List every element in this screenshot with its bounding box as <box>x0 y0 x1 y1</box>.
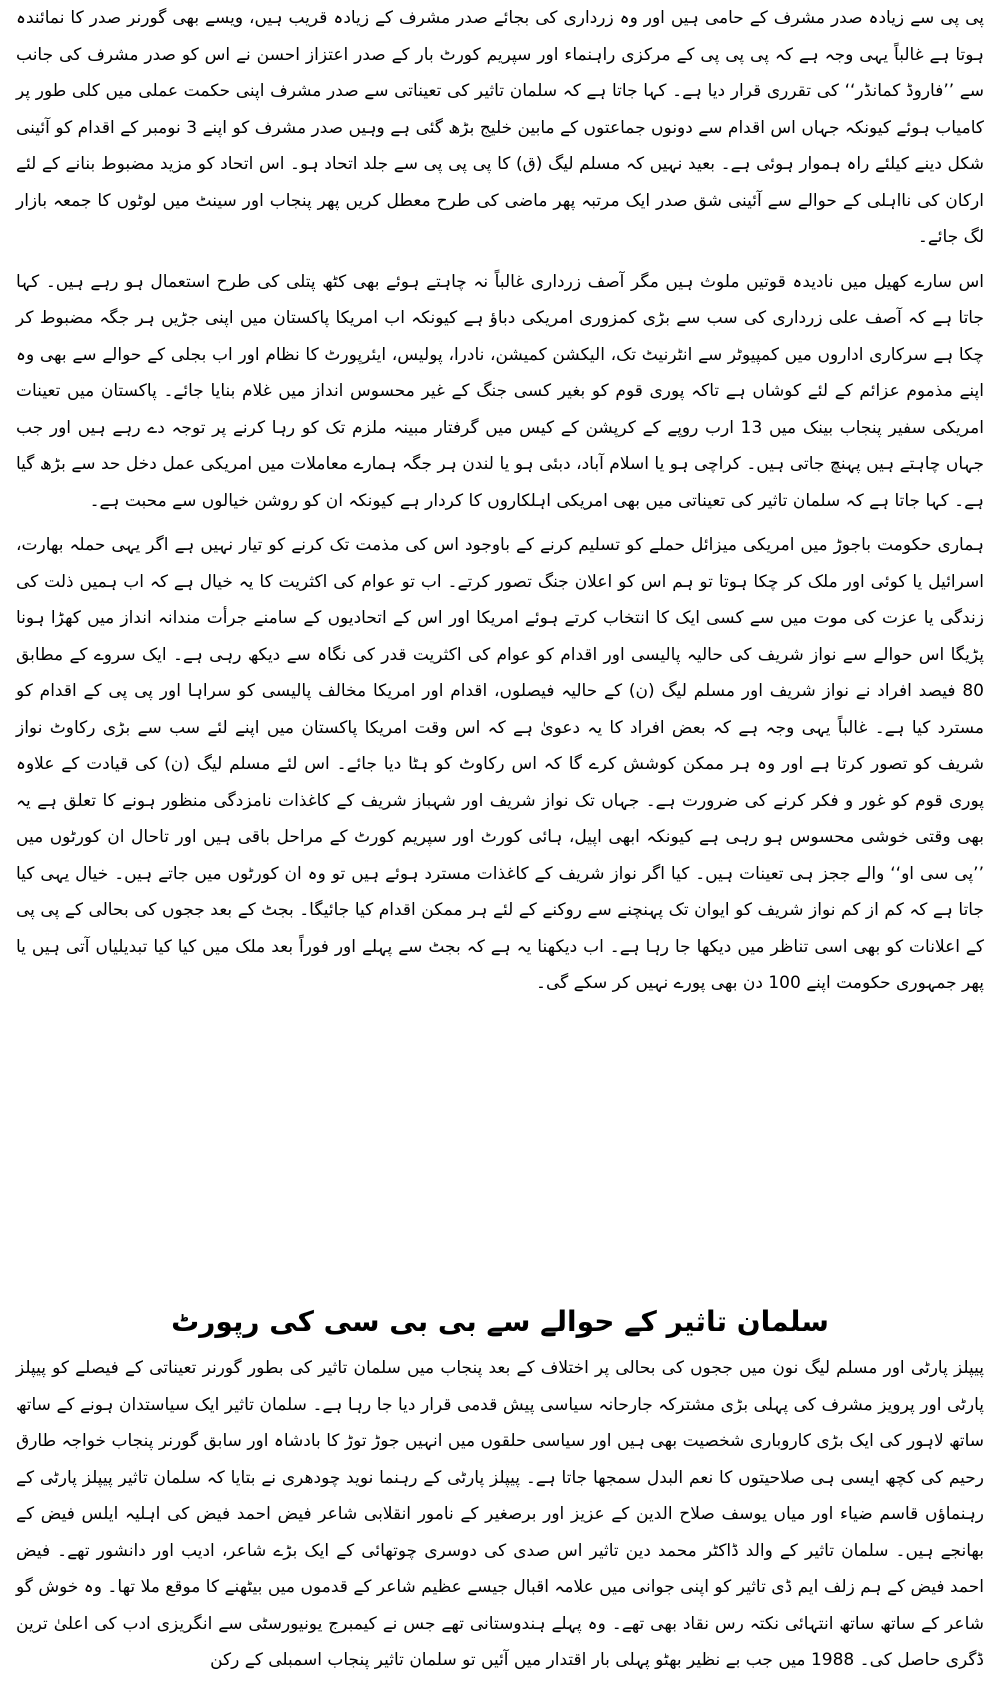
article-bbc-report <box>16 1350 984 1687</box>
paragraph-bbc-report: پیپلز پارٹی اور مسلم لیگ نون میں ججوں کی بحالی پر اختلاف کے بعد پنجاب میں سلمان تاثیر کی بطور گورنر تعیناتی کے فیصلے کو پیپلز پارٹی اور پرویز مشرف کی پہلی بڑی مشترکہ جارحانہ سیاسی پیش قدمی قرار دیا جا رہا ہے۔ سلمان تاثیر ایک سیاستدان ہونے کے ساتھ ساتھ لاہور کی ایک بڑی کاروباری شخصیت بھی ہیں اور سیاسی حلقوں میں انہیں جوڑ توڑ کا بادشاہ اور سابق گورنر پنجاب خواجہ طارق رحیم کی کچھ ایسی ہی صلاحیتوں کا نعم البدل سمجھا جاتا ہے۔ پیپلز پارٹی کے رہنما نوید چودھری نے بتایا کہ سلمان تاثیر پیپلز پارٹی کے رہنماؤں قاسم ضیاء اور میاں یوسف صلاح الدین کے عزیز اور برصغیر کے نامور انقلابی شاعر فیض احمد فیض کی اہلیہ ایلس فیض کے بھانجے ہیں۔ سلمان تاثیر کے والد ڈاکٹر محمد دین تاثیر اس صدی کی دوسری چوتھائی کے ایک بڑے شاعر، ادیب اور دانشور تھے۔ فیض احمد فیض کے ہم زلف ایم ڈی تاثیر کو اپنی جوانی میں علامہ اقبال جیسے عظیم شاعر کے قدموں میں بیٹھنے کا موقع ملا تھا۔ وہ خوش گو شاعر کے ساتھ ساتھ انتہائی نکتہ رس نقاد بھی تھے۔ وہ پہلے ہندوستانی تھے جس نے کیمبرج یونیورسٹی سے انگریزی ادب کی اعلیٰ ترین ڈگری حاصل کی۔ 1988 میں جب بے نظیر بھٹو پہلی بار اقتدار میں آئیں تو سلمان تاثیر پنجاب اسمبلی کے رکن <box>16 1358 984 1670</box>
paragraph-musharraf-governor: پی پی سے زیادہ صدر مشرف کے حامی ہیں اور وہ زرداری کی بجائے صدر مشرف کے زیادہ قریب ہیں، ویسے بھی گورنر صدر کا نمائندہ ہوتا ہے غالباً یہی وجہ ہے کہ پی پی پی کے مرکزی راہنماء اور سپریم کورٹ بار کے صدر اعتزاز احسن نے اس کو صدر مشرف کی جانب سے ’’فاروڈ کمانڈر‘‘ کی تقرری قرار دیا ہے۔ کہا جاتا ہے کہ سلمان تاثیر کی تعیناتی سے صدر مشرف اپنی حکمت عملی میں کلی طور پر کامیاب ہوئے کیونکہ جہاں اس اقدام سے دونوں جماعتوں کے مابین خلیج بڑھ گئی ہے وہیں صدر مشرف کو اپنے 3 نومبر کے اقدام کو آئینی شکل دینے کیلئے راہ ہموار ہوئی ہے۔ بعید نہیں کہ مسلم لیگ (ق) کا پی پی پی سے جلد اتحاد ہو۔ اس اتحاد کو مزید مضبوط بنانے کے لئے ارکان کی نااہلی کے حوالے سے آئینی شق صدر ایک مرتبہ پھر ماضی کی طرح معطل کریں پھر پنجاب اور سینٹ میں لوٹوں کا جمعہ بازار لگ جائے۔ <box>16 8 984 247</box>
article-headline: سلمان تاثیر کے حوالے سے بی بی سی کی رپورٹ <box>171 1305 829 1338</box>
paragraph-hidden-forces: اس سارے کھیل میں نادیدہ قوتیں ملوث ہیں مگر آصف زرداری غالباً نہ چاہتے ہوئے بھی کٹھ پتلی کی طرح استعمال ہو رہے ہیں۔ کہا جاتا ہے کہ آصف علی زرداری کی سب سے بڑی کمزوری امریکی دباؤ ہے کیونکہ اب امریکا پاکستان میں اپنی جڑیں ہر جگہ مضبوط کر چکا ہے سرکاری اداروں میں کمپیوٹر سے انٹرنیٹ تک، الیکشن کمیشن، نادرا، پولیس، ایئرپورٹ کا نظام اور اب بجلی کے حوالے سے بھی وہ اپنے مذموم عزائم کے لئے کوشاں ہے تاکہ پوری قوم کو بغیر کسی جنگ کے غیر محسوس انداز میں غلام بنایا جائے۔ پاکستان میں تعینات امریکی سفیر پنجاب بینک میں 13 ارب روپے کے کرپشن کے کیس میں گرفتار مبینہ ملزم تک کو رہا کرنے پر توجہ دے رہے ہیں اور جب جہاں چاہتے ہیں پہنچ جاتی ہیں۔ کراچی ہو یا اسلام آباد، دبئی ہو یا لندن ہر جگہ ہمارے معاملات میں امریکی عمل دخل حد سے بڑھ گیا ہے۔ کہا جاتا ہے کہ سلمان تاثیر کی تعیناتی میں بھی امریکی اہلکاروں کا کردار ہے کیونکہ ان کو روشن خیالوں سے محبت ہے۔ <box>16 271 984 511</box>
paragraph-government-bajaur: ہماری حکومت باجوڑ میں امریکی میزائل حملے کو تسلیم کرنے کے باوجود اس کی مذمت تک کرنے کو تیار نہیں ہے اگر یہی حملہ بھارت، اسرائیل یا کوئی اور ملک کر چکا ہوتا تو ہم اس کو اعلان جنگ تصور کرتے۔ اب تو عوام کی اکثریت کا یہ خیال ہے کہ اب ہمیں ذلت کی زندگی یا عزت کی موت میں سے کسی ایک کا انتخاب کرتے ہوئے امریکا اور اس کے اتحادیوں کے سامنے جرأت مندانہ انداز میں کھڑا ہونا پڑیگا اس حوالے سے نواز شریف کی حالیہ پالیسی اور اقدام کو عوام کی اکثریت قدر کی نگاہ سے دیکھ رہی ہے۔ ایک سروے کے مطابق 80 فیصد افراد نے نواز شریف اور مسلم لیگ (ن) کے حالیہ فیصلوں، اقدام اور امریکا مخالف پالیسی کو سراہا اور پی پی کے اقدام کو مسترد کیا ہے۔ غالباً یہی وجہ ہے کہ بعض افراد کا یہ دعویٰ ہے کہ اس وقت امریکا پاکستان میں اپنے لئے سب سے بڑی رکاوٹ نواز شریف کو تصور کرتا ہے اور وہ ہر ممکن کوشش کرے گا کہ اس رکاوٹ کو ہٹا دیا جائے۔ اس لئے مسلم لیگ (ن) کی قیادت کے علاوہ پوری قوم کو غور و فکر کرنے کی ضرورت ہے۔ جہاں تک نواز شریف اور شہباز شریف کے کاغذات نامزدگی منظور ہونے کا تعلق ہے یہ بھی وقتی خوشی محسوس ہو رہی ہے کیونکہ ابھی اپیل، ہائی کورٹ اور سپریم کورٹ کے مراحل باقی ہیں اور تاحال ان کورٹوں میں ’’پی سی او‘‘ والے ججز ہی تعینات ہیں۔ کیا اگر نواز شریف کے کاغذات مسترد ہوئے ہیں تو وہ ان کورٹوں میں جاتے ہیں۔ خیال یہی کیا جاتا ہے کہ کم از کم نواز شریف کو ایوان تک پہنچنے سے روکنے کے لئے ہر ممکن اقدام کیا جائیگا۔ بجٹ کے بعد ججوں کی بحالی کے پی پی کے اعلانات کو بھی اسی تناظر میں دیکھا جا رہا ہے۔ اب دیکھنا یہ ہے کہ بجٹ سے پہلے اور فوراً بعد ملک میں کیا کیا تبدیلیاں آتی ہیں یا پھر جمہوری حکومت اپنے 100 دن بھی پورے نہیں کر سکے گی۔ <box>16 535 984 993</box>
article-political-analysis <box>16 0 984 1010</box>
